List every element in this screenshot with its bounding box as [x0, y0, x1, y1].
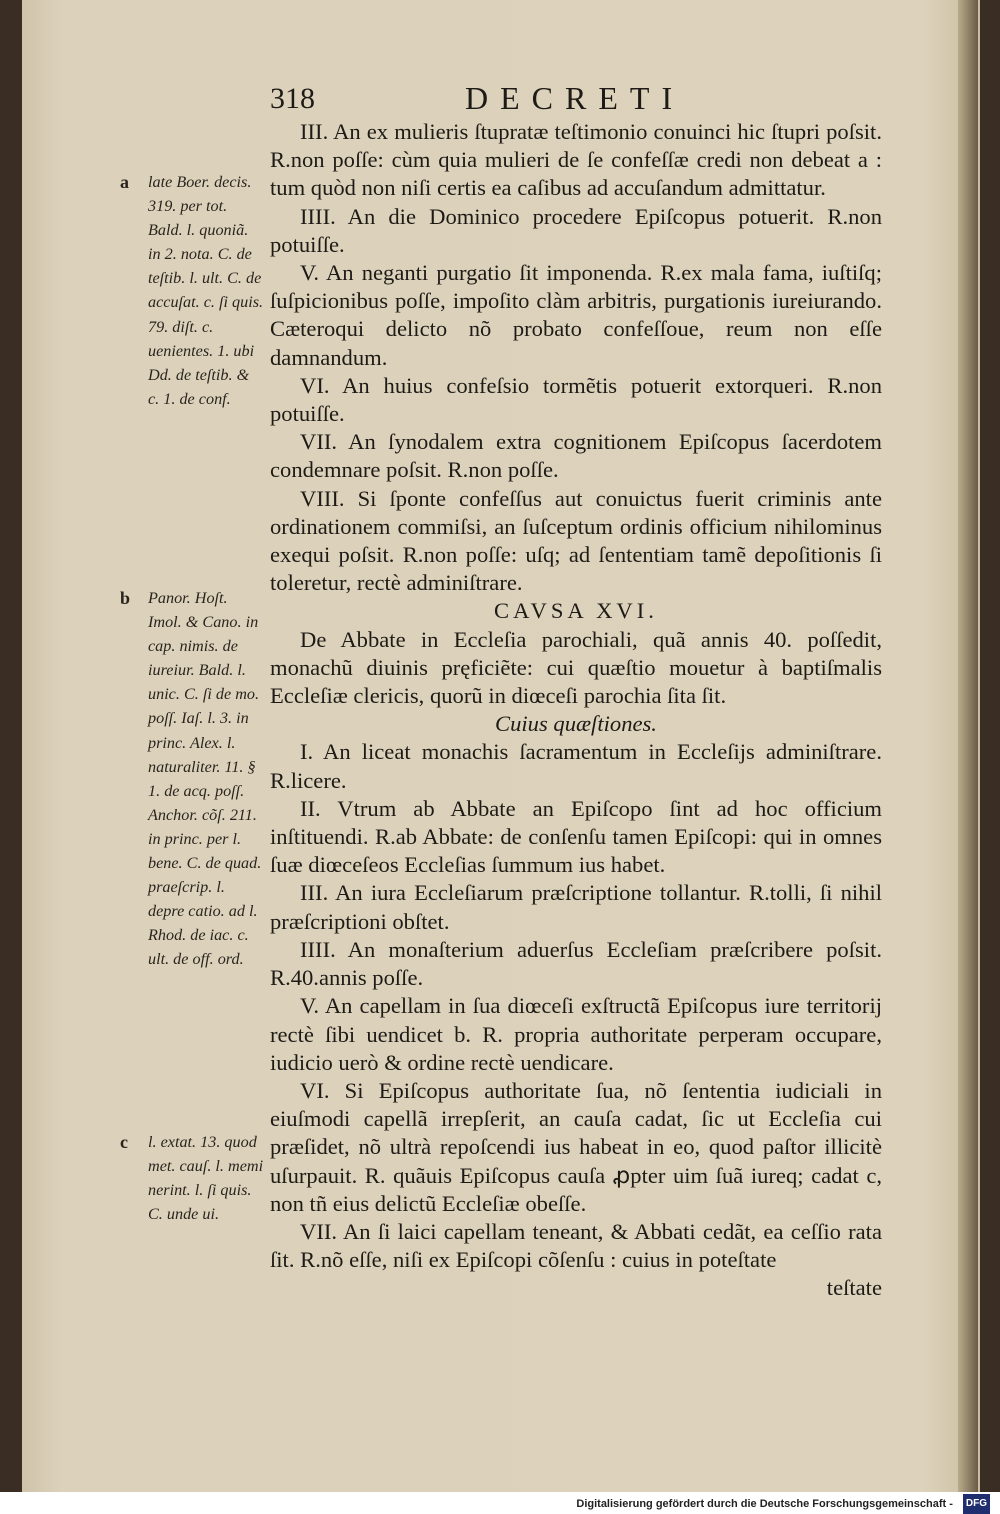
- question-vi: VI. An huius confeſsio tormẽtis potuerit extorqueri. R.non potuiſſe.: [270, 372, 882, 427]
- digitization-footer: [0, 1494, 1000, 1514]
- note-marker: a: [120, 172, 129, 192]
- book-spine: [958, 0, 978, 1492]
- page-number: 318: [270, 82, 315, 115]
- note-marker: c: [120, 1132, 128, 1152]
- question-v: V. An neganti purgatio ſit imponenda. R.ex mala fama, iuſtiſq; ſuſpicionibus poſſe, impoſito clàm arbitris, purgationis iureiurando. Cæteroqui delicto nõ probato confeſſoue, reum non eſſe damnandum.: [270, 260, 882, 370]
- causa-question-v: V. An capellam in ſua diœceſi exſtructã Epiſcopus iure territorij rectè ſibi uendicet b. R. propria authoritate perperam occupare, iudicio uerò & ordine rectè uendicare.: [270, 993, 882, 1075]
- causa-summary: De Abbate in Eccleſia parochiali, quã annis 40. poſſedit, monachũ diuinis pręficiẽte: cui quæſtio mouetur à baptiſmalis Eccleſiæ clericis, quorũ in diœceſi parochia ſita ſit.: [270, 626, 882, 709]
- dfg-logo: DFG: [963, 1494, 990, 1514]
- causa-heading: CAVSA XVI.: [494, 598, 658, 624]
- causa-question-vi: VI. Si Epiſcopus authoritate ſua, nõ ſententia iudiciali in eiuſmodi capellã irrepſerit, an cauſa cadat, ſic ut Eccleſia cui præſidet, nõ ultrà repoſcendi ius habeat in eo, quod paſtor illicitè uſurpauit. R. quãuis Epiſcopus cauſa ꝓpter uim ſuã iureq; cadat c, non tñ eius delictũ Eccleſiæ obeſſe.: [270, 1077, 882, 1216]
- causa-question-iiii: IIII. An monaſterium aduerſus Eccleſiam præſcribere poſsit. R.40.annis poſſe.: [270, 936, 882, 991]
- note-text: Panor. Hoſt. Imol. & Cano. in cap. nimis. de iureiur. Bald. l. unic. C. ſi de mo. poſſ. Iaſ. l. 3. in princ. Alex. l. naturaliter. 11. § 1. de acq. poſſ. Anchor. cõſ. 211. in princ. per l. bene. C. de quad. praeſcrip. l. depre catio. ad l. Rhod. de iac. c. ult. de off. ord.: [148, 589, 262, 969]
- page-header: [270, 80, 870, 120]
- causa-question-ii: II. Vtrum ab Abbate an Epiſcopo ſint ad hoc officium inſtituendi. R.ab Abbate: de conſenſu tamen Epiſcopi: qui in omnes ſuæ diœceſeos Eccleſias ſummum ius habet.: [270, 795, 882, 878]
- main-text-column: [270, 118, 882, 1303]
- causa-question-iii: III. An iura Eccleſiarum præſcriptione tollantur. R.tolli, ſi nihil præſcriptioni obſtet.: [270, 880, 882, 934]
- note-text: late Boer. decis. 319. per tot. Bald. l. quoniã. in 2. nota. C. de teſtib. l. ult. C. de accuſat. c. ſi quis. 79. diſt. c. uenientes. 1. ubi Dd. de teſtib. & c. 1. de conf.: [148, 173, 264, 408]
- footer-text: Digitalisierung gefördert durch die Deutsche Forschungsgemeinschaft -: [576, 1498, 953, 1510]
- question-iiii: IIII. An die Dominico procedere Epiſcopus potuerit. R.non potuiſſe.: [270, 203, 882, 257]
- quaestiones-heading: Cuius quæſtiones.: [495, 711, 657, 737]
- causa-question-vii: VII. An ſi laici capellam teneant, & Abbati cedãt, ea ceſſio rata ſit. R.nõ eſſe, niſi ex Epiſcopi cõſenſu : cuius in poteſtate: [270, 1218, 882, 1273]
- causa-question-i: I. An liceat monachis ſacramentum in Eccleſijs adminiſtrare. R.licere.: [270, 739, 882, 793]
- note-text: l. extat. 13. quod met. cauſ. l. memi nerint. l. ſi quis. C. unde ui.: [148, 1133, 264, 1224]
- marginal-note-a: [122, 170, 264, 411]
- question-iii: III. An ex mulieris ſtupratæ teſtimonio conuinci hic ſtupri poſsit. R.non poſſe: cùm quia mulieri de ſe confeſſæ credi non debeat a : tum quòd non niſi certis ea caſibus ad accuſandum admittatur.: [270, 119, 882, 201]
- question-vii: VII. An ſynodalem extra cognitionem Epiſcopus ſacerdotem condemnare poſsit. R.non poſſe.: [270, 429, 882, 483]
- note-marker: b: [120, 588, 131, 608]
- running-title: DECRETI: [465, 80, 685, 116]
- marginal-note-b: [122, 586, 264, 972]
- marginal-note-c: [122, 1130, 264, 1226]
- question-viii: VIII. Si ſponte confeſſus aut conuictus fuerit criminis ante ordinationem commiſsi, an ſuſceptum ordinis officium nihilominus exequi poſsit. R.non poſſe: uſq; ad ſententiam tamẽ depoſitionis ſi toleretur, rectè adminiſtrare.: [270, 485, 882, 596]
- catchword: teſtate: [826, 1275, 882, 1301]
